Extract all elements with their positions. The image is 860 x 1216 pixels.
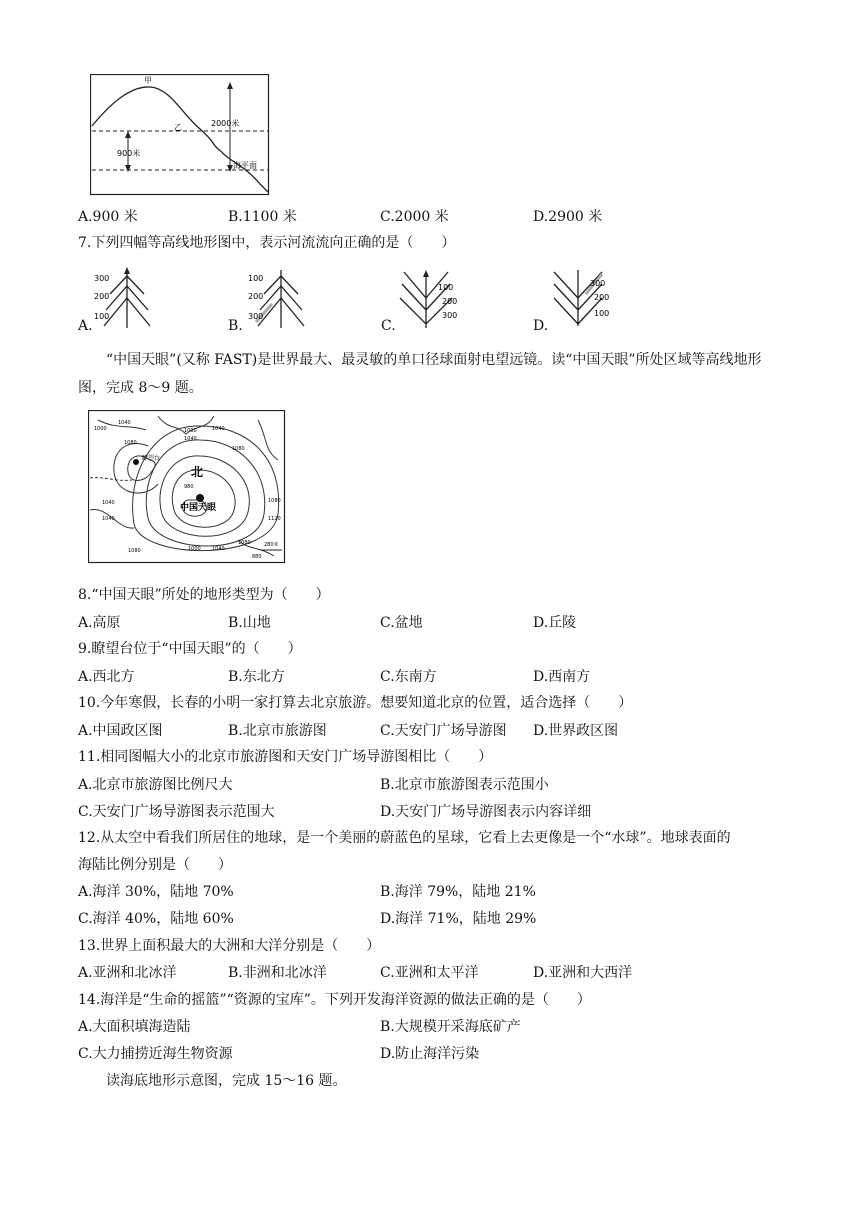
q8-option-d: D.丘陵	[533, 615, 577, 631]
tower-label: 瞭望台	[142, 455, 161, 462]
label-sea-level: 海平面	[233, 161, 257, 170]
q7a-200: 200	[94, 292, 110, 301]
q12-option-b: B.海洋 79%，陆地 21%	[380, 884, 536, 900]
contour-label-17: 880	[252, 554, 262, 560]
q6-option-b: B.1100 米	[228, 209, 297, 225]
q9-stem: 9.瞭望台位于“中国天眼”的（ ）	[78, 641, 302, 657]
label-900m: 900米	[117, 149, 141, 158]
q13-option-d: D.亚洲和大西洋	[533, 965, 633, 981]
q14-stem: 14.海洋是“生命的摇篮”“资源的宝库”。下列开发海洋资源的做法正确的是（ ）	[78, 992, 591, 1008]
q14-option-a: A.大面积填海造陆	[78, 1019, 191, 1035]
q7-contour-figure-a	[92, 264, 156, 330]
contour-label-1: 1000	[94, 426, 107, 432]
contour-label-7: 1080	[232, 446, 245, 452]
fast-contour-map	[88, 410, 286, 564]
q6-profile-figure	[90, 74, 270, 196]
q7-letter-d: D.	[533, 318, 549, 334]
q11-stem: 11.相同图幅大小的北京市旅游图和天安门广场导游图相比（ ）	[78, 749, 493, 765]
q10-option-b: B.北京市旅游图	[228, 723, 327, 739]
q12-option-c: C.海洋 40%，陆地 60%	[78, 911, 234, 927]
intro-15-16: 读海底地形示意图，完成 15～16 题。	[106, 1073, 347, 1089]
q7-contour-figure-c	[396, 264, 466, 330]
contour-label-2: 1040	[118, 420, 131, 426]
contour-label-15: 1040	[212, 546, 225, 552]
q9-option-a: A.西北方	[78, 669, 135, 685]
q13-option-c: C.亚洲和太平洋	[380, 965, 479, 981]
north-arrow-icon: 北	[191, 465, 204, 479]
q6-option-a: A.900 米	[78, 209, 138, 225]
q7d-200: 200	[594, 293, 610, 302]
q6-option-c: C.2000 米	[380, 209, 449, 225]
q9-option-c: C.东南方	[380, 669, 437, 685]
label-jia: 甲	[144, 76, 152, 85]
q7-letter-c: C.	[381, 318, 396, 334]
q10-option-a: A.中国政区图	[78, 723, 163, 739]
fast-label: 中国天眼	[180, 503, 217, 513]
q13-option-b: B.非洲和北冰洋	[228, 965, 327, 981]
label-2000m: 2000米	[211, 119, 240, 128]
contour-label-8: 980	[184, 484, 194, 490]
q7b-100: 100	[248, 274, 264, 283]
q10-option-d: D.世界政区图	[533, 723, 619, 739]
q10-stem: 10.今年寒假，长春的小明一家打算去北京旅游。想要知道北京的位置，适合选择（ ）	[78, 695, 633, 711]
contour-label-16: 1080	[238, 540, 251, 546]
q13-stem: 13.世界上面积最大的大洲和大洋分别是（ ）	[78, 938, 381, 954]
q7d-100: 100	[594, 309, 610, 318]
q12-option-a: A.海洋 30%，陆地 70%	[78, 884, 234, 900]
q12-option-d: D.海洋 71%，陆地 29%	[380, 911, 537, 927]
q8-option-b: B.山地	[228, 615, 271, 631]
q7c-300: 300	[442, 311, 458, 320]
q7b-300: 300	[248, 312, 264, 321]
q7-contour-figure-d	[550, 264, 622, 330]
q6-option-d: D.2900 米	[533, 209, 603, 225]
q7-stem: 7.下列四幅等高线地形图中，表示河流流向正确的是（ ）	[78, 235, 456, 251]
q10-option-c: C.天安门广场导游图	[380, 723, 507, 739]
q8-option-c: C.盆地	[380, 615, 423, 631]
q7c-200: 200	[442, 297, 458, 306]
q13-option-a: A.亚洲和北冰洋	[78, 965, 177, 981]
contour-label-5: 1040	[184, 436, 197, 442]
contour-label-14: 1000	[188, 546, 201, 552]
q7c-100: 100	[438, 283, 454, 292]
q9-option-b: B.东北方	[228, 669, 285, 685]
q12-stem-line1: 12.从太空中看我们所居住的地球，是一个美丽的蔚蓝色的星球，它看上去更像是一个“水球”。地球表面的	[78, 830, 731, 846]
contour-label-11: 1120	[268, 516, 281, 522]
q7a-300: 300	[94, 274, 110, 283]
q7-letter-a: A.	[78, 318, 93, 334]
contour-label-4: 1000	[184, 428, 197, 434]
q8-option-a: A.高原	[78, 615, 121, 631]
contour-label-6: 1040	[212, 426, 225, 432]
q7-letter-b: B.	[228, 318, 243, 334]
q11-option-c: C.天安门广场导游图表示范围大	[78, 804, 275, 820]
q14-option-c: C.大力捕捞近海生物资源	[78, 1046, 233, 1062]
q11-option-b: B.北京市旅游图表示范围小	[380, 777, 549, 793]
label-yi: 乙	[174, 123, 182, 132]
q14-option-b: B.大规模开采海底矿产	[380, 1019, 521, 1035]
q9-option-d: D.西南方	[533, 669, 591, 685]
contour-label-9: 1040	[102, 500, 115, 506]
q7a-100: 100	[94, 312, 110, 321]
q11-option-a: A.北京市旅游图比例尺大	[78, 777, 233, 793]
scale-label: 280米	[264, 542, 279, 548]
intro-8-9: “中国天眼”(又称 FAST)是世界最大、最灵敏的单口径球面射电望远镜。读“中国天眼”所处区域等高线地形图，完成 8～9 题。	[78, 352, 762, 396]
contour-label-12: 1040	[102, 516, 115, 522]
q11-option-d: D.天安门广场导游图表示内容详细	[380, 804, 592, 820]
q7b-200: 200	[248, 292, 264, 301]
q14-option-d: D.防止海洋污染	[380, 1046, 480, 1062]
contour-label-3: 1080	[124, 440, 137, 446]
q7d-300: 300	[590, 279, 606, 288]
q8-stem: 8.“中国天眼”所处的地形类型为（ ）	[78, 587, 330, 603]
contour-label-10: 1080	[268, 498, 281, 504]
contour-label-13: 1080	[128, 548, 141, 554]
q7-contour-figure-b	[246, 264, 310, 330]
q12-stem-line2: 海陆比例分别是（ ）	[78, 857, 232, 873]
